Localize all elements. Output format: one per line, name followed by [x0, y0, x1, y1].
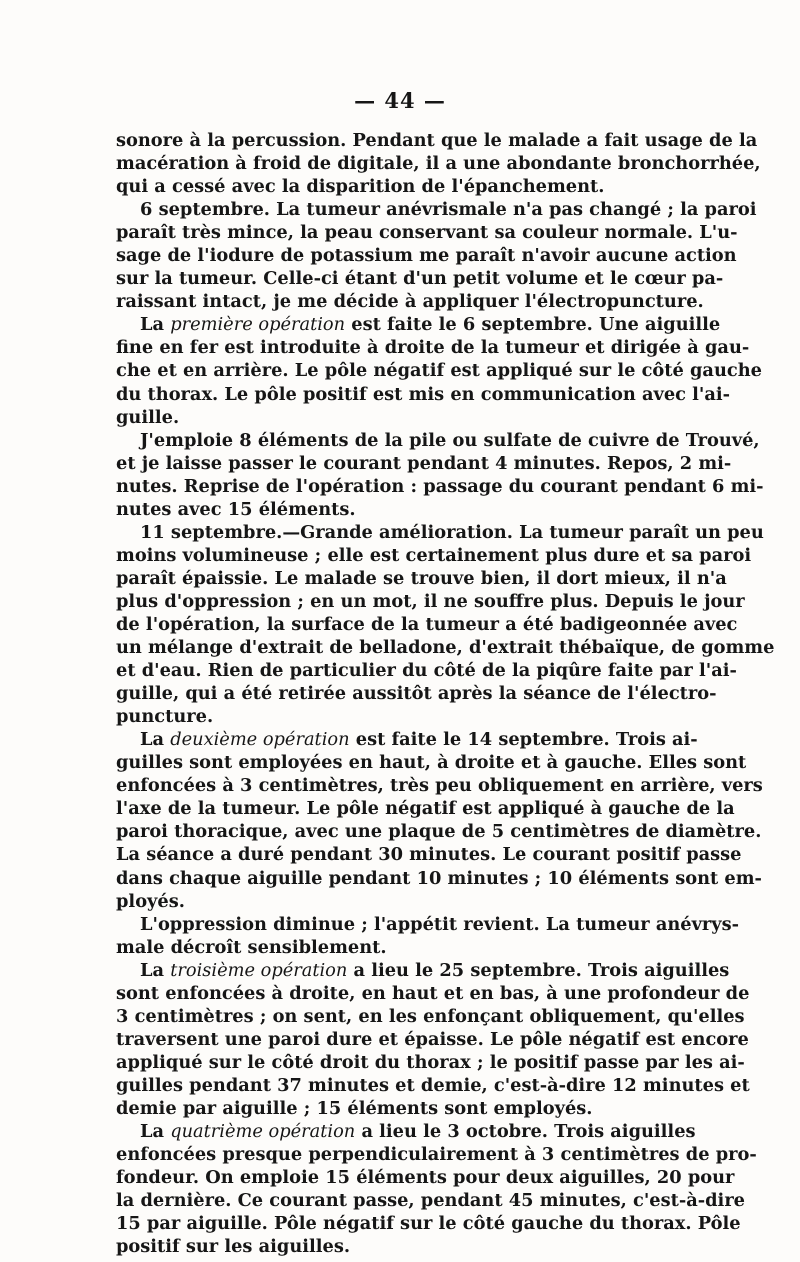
- text-line: enfoncées à 3 centimètres, très peu obliquement en arrière, vers: [116, 775, 763, 797]
- text-line: raissant intact, je me décide à appliquer l'électropuncture.: [116, 291, 704, 313]
- text-line: traversent une paroi dure et épaisse. Le pôle négatif est encore: [116, 1028, 749, 1050]
- text-line: de l'opération, la surface de la tumeur a été badigeonnée avec: [116, 613, 738, 635]
- text-segment: est faite le 14 septembre. Trois ai-: [349, 729, 698, 751]
- text-line: La séance a duré pendant 30 minutes. Le courant positif passe: [116, 844, 742, 866]
- text-line: sur la tumeur. Celle-ci étant d'un petit volume et le cœur pa-: [116, 268, 724, 290]
- text-line: guilles sont employées en haut, à droite et à gauche. Elles sont: [116, 752, 747, 774]
- text-line: 11 septembre.—Grande amélioration. La tumeur paraît un peu: [140, 521, 764, 543]
- text-line: puncture.: [116, 706, 214, 728]
- text-line: et je laisse passer le courant pendant 4 minutes. Repos, 2 mi-: [116, 452, 732, 474]
- text-line: qui a cessé avec la disparition de l'épanchement.: [116, 176, 605, 198]
- text-line: guille.: [116, 406, 180, 428]
- italic-phrase: première opération: [170, 314, 346, 336]
- text-line: male décroît sensiblement.: [116, 936, 387, 958]
- italic-phrase: troisième opération: [170, 959, 348, 981]
- text-segment: La: [140, 959, 171, 981]
- text-line: fine en fer est introduite à droite de la tumeur et dirigée à gau-: [116, 337, 750, 359]
- page-number: — 44 —: [354, 88, 446, 113]
- text-line: 3 centimètres ; on sent, en les enfonçant obliquement, qu'elles: [116, 1005, 745, 1027]
- text-line: L'oppression diminue ; l'appétit revient. La tumeur anévrys-: [140, 913, 740, 935]
- text-line: nutes. Reprise de l'opération : passage du courant pendant 6 mi-: [116, 475, 764, 497]
- text-line: guille, qui a été retirée aussitôt après la séance de l'électro-: [116, 683, 717, 705]
- text-line: et d'eau. Rien de particulier du côté de la piqûre faite par l'ai-: [116, 660, 737, 682]
- text-line: fondeur. On emploie 15 éléments pour deux aiguilles, 20 pour: [116, 1167, 735, 1189]
- text-line: demie par aiguille ; 15 éléments sont employés.: [116, 1097, 593, 1119]
- text-line: appliqué sur le côté droit du thorax ; le positif passe par les ai-: [116, 1051, 745, 1073]
- text-line: l'axe de la tumeur. Le pôle négatif est appliqué à gauche de la: [116, 798, 735, 820]
- text-line: sage de l'iodure de potassium me paraît n'avoir aucune action: [116, 245, 737, 267]
- text-line: sonore à la percussion. Pendant que le malade a fait usage de la: [116, 130, 758, 151]
- text-line: paraît épaissie. Le malade se trouve bien, il dort mieux, il n'a: [116, 567, 727, 589]
- text-line: paraît très mince, la peau conservant sa couleur normale. L'u-: [116, 222, 738, 244]
- text-line: [116, 1120, 696, 1143]
- text-line: macération à froid de digitale, il a une abondante bronchorrhée,: [116, 153, 761, 175]
- text-line: guilles pendant 37 minutes et demie, c'est-à-dire 12 minutes et: [116, 1074, 750, 1096]
- text-segment: La: [140, 1121, 171, 1143]
- text-line: [116, 313, 721, 336]
- text-line: du thorax. Le pôle positif est mis en communication avec l'ai-: [116, 383, 731, 405]
- text-line: plus d'oppression ; en un mot, il ne souffre plus. Depuis le jour: [116, 590, 745, 612]
- text-line: positif sur les aiguilles.: [116, 1236, 351, 1258]
- text-line: che et en arrière. Le pôle négatif est appliqué sur le côté gauche: [116, 360, 762, 382]
- body-text: [116, 129, 775, 1258]
- text-segment: est faite le 6 septembre. Une aiguille: [345, 314, 721, 336]
- text-line: un mélange d'extrait de belladone, d'extrait thébaïque, de gomme: [116, 637, 775, 659]
- text-line: 6 septembre. La tumeur anévrismale n'a pas changé ; la paroi: [140, 199, 757, 221]
- text-segment: a lieu le 3 octobre. Trois aiguilles: [355, 1121, 696, 1143]
- text-line: paroi thoracique, avec une plaque de 5 centimètres de diamètre.: [116, 821, 762, 843]
- italic-phrase: deuxième opération: [170, 729, 350, 751]
- text-line: 15 par aiguille. Pôle négatif sur le côté gauche du thorax. Pôle: [116, 1213, 741, 1235]
- text-segment: a lieu le 25 septembre. Trois aiguilles: [347, 959, 730, 981]
- text-line: la dernière. Ce courant passe, pendant 45 minutes, c'est-à-dire: [116, 1190, 745, 1212]
- text-line: enfoncées presque perpendiculairement à 3 centimètres de pro-: [116, 1144, 757, 1166]
- text-line: J'emploie 8 éléments de la pile ou sulfate de cuivre de Trouvé,: [140, 429, 760, 451]
- text-segment: La: [140, 729, 171, 751]
- text-segment: La: [140, 314, 171, 336]
- text-line: ployés.: [116, 890, 185, 912]
- text-line: sont enfoncées à droite, en haut et en bas, à une profondeur de: [116, 982, 750, 1004]
- text-line: moins volumineuse ; elle est certainement plus dure et sa paroi: [116, 544, 752, 566]
- text-line: nutes avec 15 éléments.: [116, 498, 356, 520]
- text-line: [116, 959, 730, 982]
- text-line: dans chaque aiguille pendant 10 minutes ; 10 éléments sont em-: [116, 867, 762, 889]
- text-line: [116, 728, 698, 751]
- italic-phrase: quatrième opération: [170, 1121, 356, 1143]
